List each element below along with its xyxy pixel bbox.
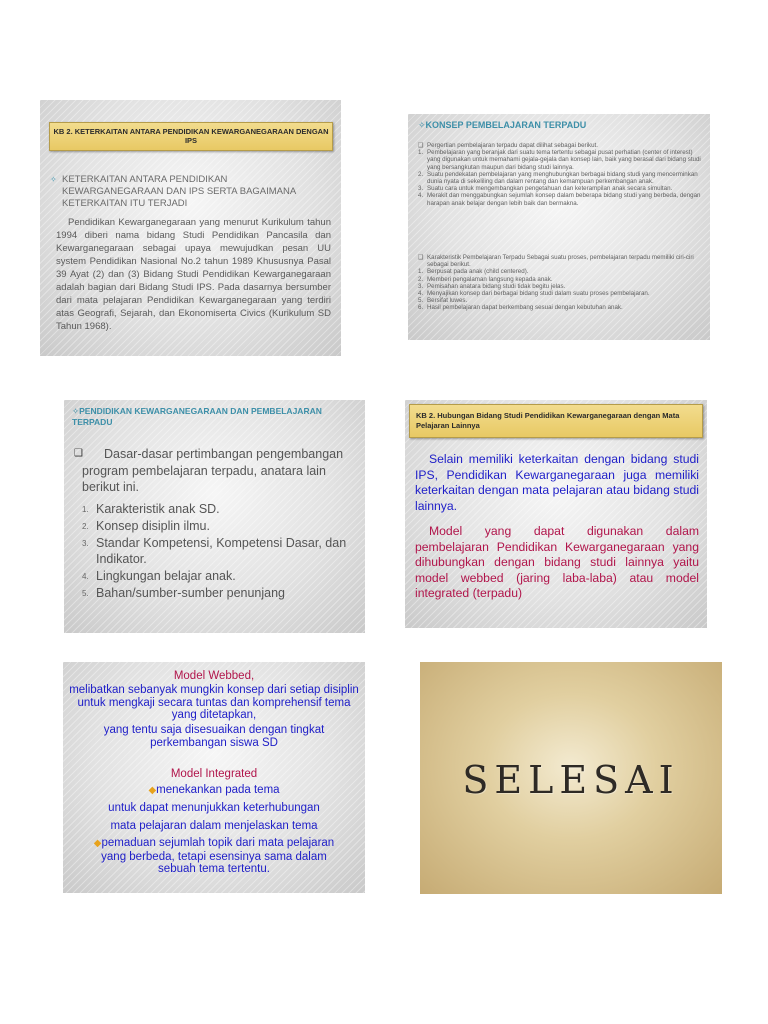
list-item bbox=[418, 149, 704, 171]
list-item bbox=[82, 568, 358, 585]
item-text: Menyajikan konsep dari berbagai bidang studi dalam suatu proses pembelajaran. bbox=[427, 290, 650, 298]
item-text: Bahan/sumber-sumber penunjang bbox=[96, 585, 286, 600]
square-bullet-icon: ❑ bbox=[418, 254, 424, 261]
item-number: 3. bbox=[418, 282, 424, 290]
list-lead bbox=[418, 142, 704, 149]
square-bullet-icon: ❑ bbox=[74, 448, 83, 459]
list-item bbox=[418, 276, 704, 283]
intro-text: Dasar-dasar pertimbangan pengembangan program pembelajaran terpadu, anatara lain berikut ini. bbox=[82, 447, 344, 494]
list-item bbox=[418, 192, 704, 206]
diamond-bullet-icon: ◆ bbox=[93, 838, 102, 849]
slide-selesai bbox=[420, 662, 722, 894]
integrated-line: mata pelajaran dalam menjelaskan tema bbox=[110, 820, 318, 832]
item-text: Standar Kompetensi, Kompetensi Dasar, dan Indikator. bbox=[96, 535, 347, 567]
heading-model-integrated: Model Integrated bbox=[170, 768, 258, 780]
item-number: 6. bbox=[418, 304, 424, 312]
item-number: 5. bbox=[418, 297, 424, 305]
item-text: Karakteristik anak SD. bbox=[96, 502, 220, 516]
item-number: 4. bbox=[418, 290, 424, 298]
item-text: Suatu cara untuk mengembangkan pengetahuan dan keterampilan anak secara simultan. bbox=[427, 185, 673, 193]
item-number: 1. bbox=[82, 505, 89, 514]
item-text: Bersifat luwes. bbox=[427, 297, 468, 305]
item-text: Pemisahan anatara bidang studi tidak begitu jelas. bbox=[427, 282, 566, 290]
item-number: 1. bbox=[418, 149, 424, 157]
bullet-icon: ✧ bbox=[50, 175, 57, 184]
list-item bbox=[418, 171, 704, 185]
item-text: Suatu pendekatan pembelajaran yang menghubungkan berbagai bidang studi yang mencerminkan dunia nyata di sekeliling dan dalam rentang dan kemampuan perkembangan anak. bbox=[427, 170, 698, 186]
considerations-list bbox=[82, 501, 358, 602]
point-text: pemaduan sejumlah topik dari mata pelajaran yang berbeda, tetapi esensinya sama dalam sebuah tema tertentu. bbox=[101, 837, 335, 875]
slide-header-box: KB 2. KETERKAITAN ANTARA PENDIDIKAN KEWARGANEGARAAN DENGAN IPS bbox=[49, 122, 333, 151]
slide-header-box: KB 2. Hubungan Bidang Studi Pendidikan Kewarganegaraan dengan Mata Pelajaran Lainnya bbox=[409, 404, 703, 438]
list-item bbox=[418, 304, 704, 311]
webbed-description: melibatkan sebanyak mungkin konsep dari setiap disiplin untuk mengkaji secara tuntas dan komprehensif tema yang ditetapkan, bbox=[69, 684, 359, 721]
item-number: 2. bbox=[418, 275, 424, 283]
closing-title: SELESAI bbox=[462, 758, 680, 802]
slide-keterkaitan-pkn-ips bbox=[40, 100, 341, 356]
item-text: Konsep disiplin ilmu. bbox=[96, 518, 210, 533]
integrated-point bbox=[67, 837, 361, 876]
item-number: 1. bbox=[418, 268, 424, 276]
slide-subtitle bbox=[50, 174, 324, 210]
slide-intro bbox=[74, 446, 358, 496]
item-text: Merakit dan menggabungkan sejumlah konsep dalam beberapa bidang studi yang berbeda, dengan harapan anak belajar dengan lebih baik dan bermakna. bbox=[427, 192, 701, 207]
item-number: 2. bbox=[82, 521, 89, 531]
list-item bbox=[82, 501, 358, 518]
item-number: 4. bbox=[418, 192, 424, 200]
point-text: menekankan pada tema bbox=[156, 784, 280, 796]
heading-model-webbed: Model Webbed, bbox=[173, 670, 255, 682]
list-lead bbox=[418, 254, 704, 268]
item-number: 3. bbox=[418, 185, 424, 193]
item-number: 2. bbox=[418, 170, 424, 178]
list-item bbox=[418, 283, 704, 290]
paragraph-blue: Selain memiliki keterkaitan dengan bidang studi IPS, Pendidikan Kewarganegaraan juga memiliki keterkaitan dengan mata pelajaran atau bidang studi lainnya. bbox=[415, 452, 699, 513]
lead-text: Pergertian pembelajaran terpadu dapat dilihat sebagai berikut. bbox=[427, 142, 598, 149]
item-number: 3. bbox=[82, 538, 89, 548]
slide-hubungan-bidang-studi bbox=[405, 400, 707, 628]
integrated-line: untuk dapat menunjukkan keterhubungan bbox=[108, 802, 320, 814]
list-item bbox=[418, 297, 704, 304]
slide-title: ✧KONSEP PEMBELAJARAN TERPADU bbox=[418, 120, 587, 130]
square-bullet-icon: ❑ bbox=[418, 142, 424, 149]
item-text: Pembelajaran yang beranjak dari suatu tema tertentu sebagai pusat perhatian (center of interest) yang digunakan untuk memahami gejala-gejala dan konsep lain, baik yang berasal dari bidang studi yang bersangkutan maupun dari bidang studi lainnya. bbox=[427, 149, 701, 171]
lead-text: Karakteristik Pembelajaran Terpadu Sebagai suatu proses, pembelajaran terpadu memiliki ciri-ciri sebagai berikut. bbox=[427, 254, 694, 269]
integrated-point bbox=[67, 784, 361, 798]
list-item bbox=[418, 268, 704, 275]
paragraph-crimson: Model yang dapat digunakan dalam pembelajaran Pendidikan Kewarganegaraan yang dihubungkan dengan bidang studi lainnya yaitu model webbed (jaring laba-laba) atau model integrated (terpadu) bbox=[415, 524, 699, 600]
item-text: Hasil pembelajaran dapat berkembang sesuai dengan kebutuhan anak. bbox=[427, 304, 623, 312]
list-item bbox=[82, 535, 358, 569]
slide-paragraph: Pendidikan Kewarganegaraan yang menurut Kurikulum tahun 1994 diberi nama bidang Studi Pendidikan Pancasila dan Kewarganegaraan sebagai upaya mewujudkan pesan UU system Pendidikan Nasional No.2 tahun 1989 Khususnya Pasal 39 Ayat (2) dan (3) Bidang Studi Pendidikan Kewarganegaraan adalah bagian dari Bidang Studi IPS. Pada dasarnya bersumber dari mata pelajaran Pendidikan Kewarganegaraan yang terdiri atas Geografi, Sejarah, dan Ekonomiserta Civics (Kurikulum SD Tahun 1968). bbox=[56, 217, 331, 332]
slide-pkn-pembelajaran-terpadu bbox=[64, 400, 365, 633]
list-item bbox=[82, 518, 358, 535]
list-item bbox=[82, 585, 358, 602]
item-text: Lingkungan belajar anak. bbox=[96, 569, 236, 584]
item-number: 5. bbox=[82, 588, 89, 598]
item-number: 4. bbox=[82, 572, 89, 582]
item-text: Memberi pengalaman langsung kepada anak. bbox=[427, 275, 553, 283]
item-text: Berpusat pada anak (child centered). bbox=[427, 268, 529, 276]
list-item bbox=[418, 290, 704, 297]
definition-list bbox=[418, 142, 704, 207]
characteristics-list bbox=[418, 254, 704, 312]
slide-konsep-pembelajaran-terpadu bbox=[408, 114, 710, 340]
subtitle-text: KETERKAITAN ANTARA PENDIDIKAN KEWARGANEGARAAN DAN IPS SERTA BAGAIMANA KETERKAITAN ITU TERJADI bbox=[62, 174, 296, 209]
diamond-bullet-icon: ◆ bbox=[148, 785, 157, 796]
slide-model-webbed-integrated bbox=[63, 662, 365, 893]
list-item bbox=[418, 185, 704, 192]
webbed-note: yang tentu saja disesuaikan dengan tingkat perkembangan siswa SD bbox=[103, 724, 325, 749]
slide-title: ✧PENDIDIKAN KEWARGANEGARAAN DAN PEMBELAJARAN TERPADU bbox=[72, 406, 322, 427]
